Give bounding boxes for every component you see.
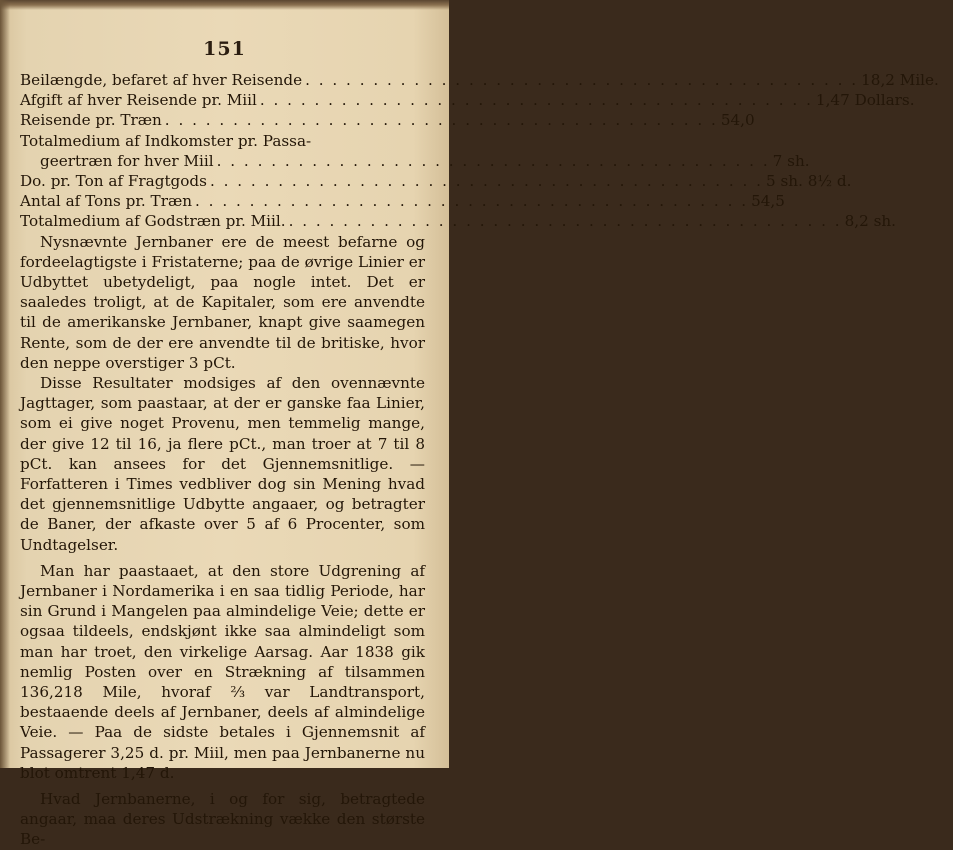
leader-dots <box>165 110 718 130</box>
table-row-label: Beilængde, befaret af hver Reisende <box>20 71 303 89</box>
page-top-edge-shadow <box>0 0 449 10</box>
table-row-label: geertræn for hver Miil <box>40 151 214 170</box>
table-row <box>20 131 425 151</box>
table-row-label: Totalmedium af Indkomster pr. Passa- <box>20 131 312 150</box>
leader-dots <box>289 211 842 231</box>
table-row-label: Antal af Tons pr. Træn <box>20 192 193 211</box>
table-row-label: Do. pr. Ton af Fragtgods <box>20 171 207 190</box>
table-row <box>20 110 755 130</box>
leader-dots <box>217 151 770 171</box>
table-row-value: 1,47 Dollars. <box>815 91 915 110</box>
table-row <box>20 171 852 191</box>
table-row <box>20 211 896 231</box>
body-paragraph: Nysnævnte Jernbaner ere de meest befarne og fordeelagtigste i Fristaterne; paa de øvrige Linier er Udbyttet ubetydeligt, paa nogle intet. Det er saaledes troligt, at de Kapitaler, som ere anvendte til de amerikanske Jernbaner, knapt give saamegen Rente, som de der ere anvendte til de britiske, hvor den neppe overstiger 3 pCt. <box>20 232 425 372</box>
leader-dots <box>210 171 763 191</box>
table-row-label: Totalmedium af Godstræn pr. Miil. <box>20 212 286 231</box>
table-row <box>20 90 915 110</box>
table-row-value: 18,2 Mile. <box>861 71 939 89</box>
table-row <box>20 151 810 171</box>
table-row-value: 8,2 sh. <box>844 212 896 231</box>
page-number: 151 <box>203 38 246 60</box>
table-row-value: 5 sh. 8½ d. <box>766 171 852 190</box>
table-row-value: 54,0 <box>720 111 755 130</box>
table-row <box>20 70 939 90</box>
table-row <box>20 191 785 211</box>
page-text-block <box>20 70 939 850</box>
table-row-value: 7 sh. <box>772 151 810 170</box>
body-paragraph: Hvad Jernbanerne, i og for sig, betragtede angaar, maa deres Udstrækning vække den største Be- <box>20 789 425 849</box>
page-spine-shadow <box>0 0 10 768</box>
leader-dots <box>260 90 813 110</box>
body-paragraph: Disse Resultater modsiges af den ovennævnte Jagttager, som paastaar, at der er ganske faa Linier, som ei give noget Provenu, men temmelig mange, der give 12 til 16, ja flere pCt., man troer at 7 til 8 pCt. kan ansees for det Gjennemsnitlige. — Forfatteren i Times vedbliver dog sin Mening hvad det gjennemsnitlige Udbytte angaaer, og betragter de Baner, der afkaste over 5 af 6 Procenter, som Undtagelser. <box>20 373 425 554</box>
leader-dots <box>305 70 858 90</box>
table-row-value: 54,5 <box>751 192 785 211</box>
body-paragraph: Man har paastaaet, at den store Udgrening af Jernbaner i Nordamerika i en saa tidlig Periode, har sin Grund i Mangelen paa almindelige Veie; dette er ogsaa tildeels, endskjønt ikke saa almindeligt som man har troet, den virkelige Aarsag. Aar 1838 gik nemlig Posten over en Strækning af tilsammen 136,218 Mile, hvoraf ⅔ var Landtransport, bestaaende deels af Jernbaner, deels af almindelige Veie. — Paa de sidste betales i Gjennemsnit af Passagerer 3,25 d. pr. Miil, men paa Jernbanerne nu blot omtrent 1,47 d. <box>20 561 425 782</box>
table-row-label: Reisende pr. Træn <box>20 111 162 130</box>
leader-dots <box>195 191 748 211</box>
table-row-label: Afgift af hver Reisende pr. Miil <box>20 91 257 110</box>
